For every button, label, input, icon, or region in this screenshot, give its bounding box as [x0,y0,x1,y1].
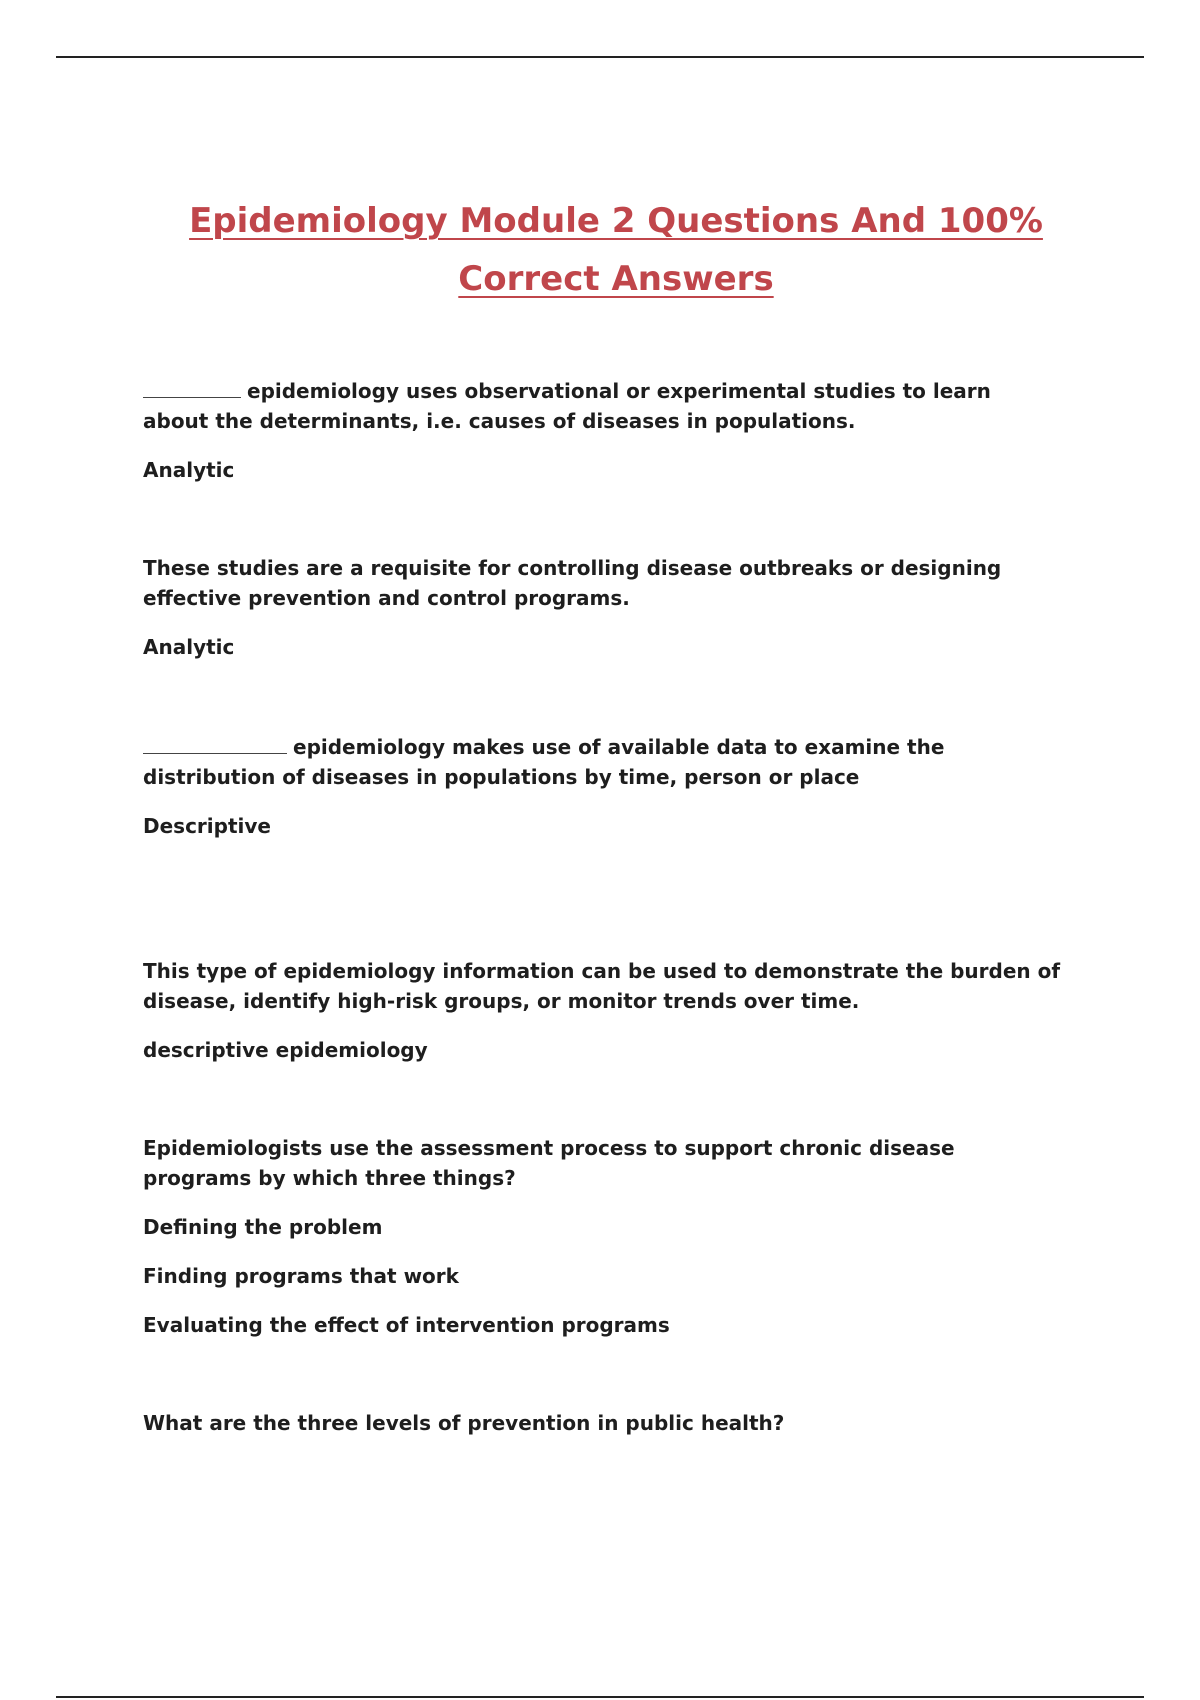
question-5: Epidemiologists use the assessment process to support chronic disease programs by which three things? [143,1136,955,1190]
answer-2: Analytic [143,635,235,659]
question-4: This type of epidemiology information can be used to demonstrate the burden of disease, identify high-risk groups, or monitor trends over time. [143,959,1061,1013]
question-6: What are the three levels of prevention in public health? [143,1411,785,1435]
answer-5-2: Finding programs that work [143,1264,459,1288]
question-1-text: epidemiology uses observational or experimental studies to learn about the determinants, i.e. causes of diseases in populations. [143,379,991,433]
qa-item-1 [143,376,1063,485]
title-line-2: Correct Answers [458,259,774,299]
question-1 [143,376,1063,436]
title-line-1: Epidemiology Module 2 Questions And 100% [189,201,1043,241]
fill-in-blank [143,733,287,754]
qa-item-2 [143,553,1063,662]
qa-item-5 [143,1133,1063,1340]
qa-item-3 [143,732,1063,841]
header-rule [56,56,1144,58]
fill-in-blank [143,377,241,398]
qa-content [143,376,1063,1438]
answer-3: Descriptive [143,814,271,838]
answer-4: descriptive epidemiology [143,1038,428,1062]
question-3-text: epidemiology makes use of available data to examine the distribution of diseases in populations by time, person or place [143,735,945,789]
qa-item-4 [143,956,1063,1065]
answer-1: Analytic [143,458,235,482]
question-3 [143,732,1063,792]
footer-rule [56,1696,1144,1698]
qa-item-6 [143,1408,1063,1438]
answer-5-3: Evaluating the effect of intervention programs [143,1313,670,1337]
answer-5-1: Defining the problem [143,1215,383,1239]
document-title [120,192,1112,308]
question-2: These studies are a requisite for controlling disease outbreaks or designing effective prevention and control programs. [143,556,1002,610]
